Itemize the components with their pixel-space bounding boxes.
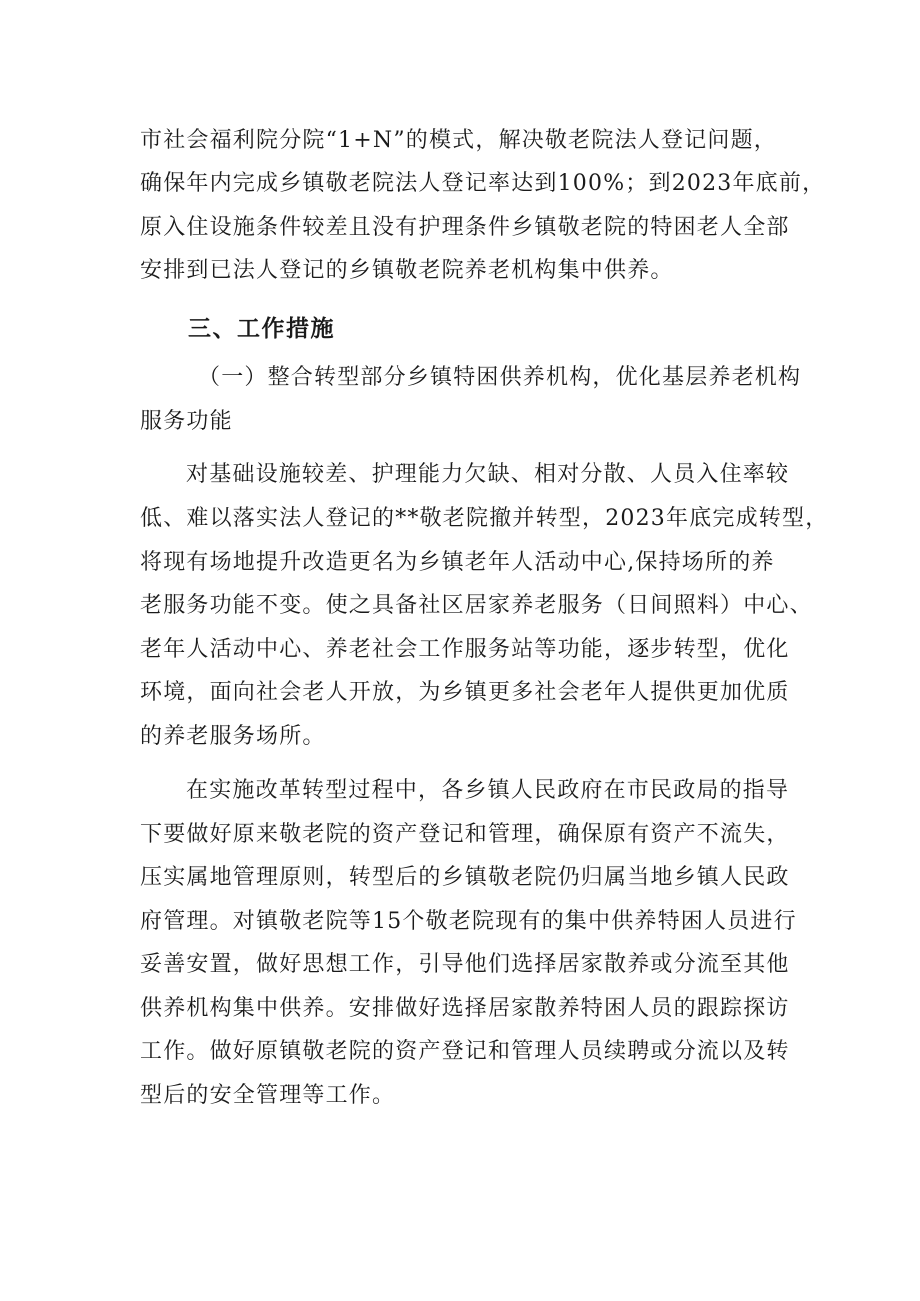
paragraph-line: 妥善安置，做好思想工作，引导他们选择居家散养或分流至其他 — [140, 952, 790, 977]
paragraph-line: 型后的安全管理等工作。 — [140, 1083, 396, 1108]
section-heading: 三、工作措施 — [188, 316, 335, 342]
subsection-heading: （一）整合转型部分乡镇特困供养机构，优化基层养老机构 — [198, 365, 802, 390]
paragraph-line: 府管理。对镇敬老院等15个敬老院现有的集中供养特困人员进行 — [140, 909, 797, 934]
paragraph-line: 老年人活动中心、养老社会工作服务站等功能，逐步转型，优化 — [140, 637, 790, 662]
paragraph-line: 低、难以落实法人登记的**敬老院撤并转型，2023年底完成转型， — [140, 506, 829, 531]
paragraph-line: 工作。做好原镇敬老院的资产登记和管理人员续聘或分流以及转 — [140, 1039, 790, 1064]
paragraph-line: 的养老服务场所。 — [140, 724, 326, 749]
paragraph-line: 安排到已法人登记的乡镇敬老院养老机构集中供养。 — [140, 258, 674, 283]
paragraph-line: 原入住设施条件较差且没有护理条件乡镇敬老院的特困老人全部 — [140, 215, 790, 240]
paragraph-line: 环境，面向社会老人开放，为乡镇更多社会老年人提供更加优质 — [140, 680, 790, 705]
paragraph-line: 压实属地管理原则，转型后的乡镇敬老院仍归属当地乡镇人民政 — [140, 865, 790, 890]
paragraph-line: 市社会福利院分院“1+N”的模式，解决敬老院法人登记问题， — [140, 128, 777, 153]
subsection-heading-line: 服务功能 — [140, 409, 233, 434]
paragraph-line: 将现有场地提升改造更名为乡镇老年人活动中心,保持场所的养 — [140, 550, 775, 575]
paragraph-line: 确保年内完成乡镇敬老院法人登记率达到100%；到2023年底前， — [140, 171, 826, 196]
paragraph-line: 下要做好原来敬老院的资产登记和管理，确保原有资产不流失， — [140, 822, 790, 847]
paragraph-line: 在实施改革转型过程中，各乡镇人民政府在市民政局的指导 — [186, 778, 790, 803]
paragraph-line: 供养机构集中供养。安排做好选择居家散养特困人员的跟踪探访 — [140, 996, 790, 1021]
paragraph-line: 对基础设施较差、护理能力欠缺、相对分散、人员入住率较 — [186, 462, 790, 487]
paragraph-line: 老服务功能不变。使之具备社区居家养老服务（日间照料）中心、 — [140, 593, 813, 618]
